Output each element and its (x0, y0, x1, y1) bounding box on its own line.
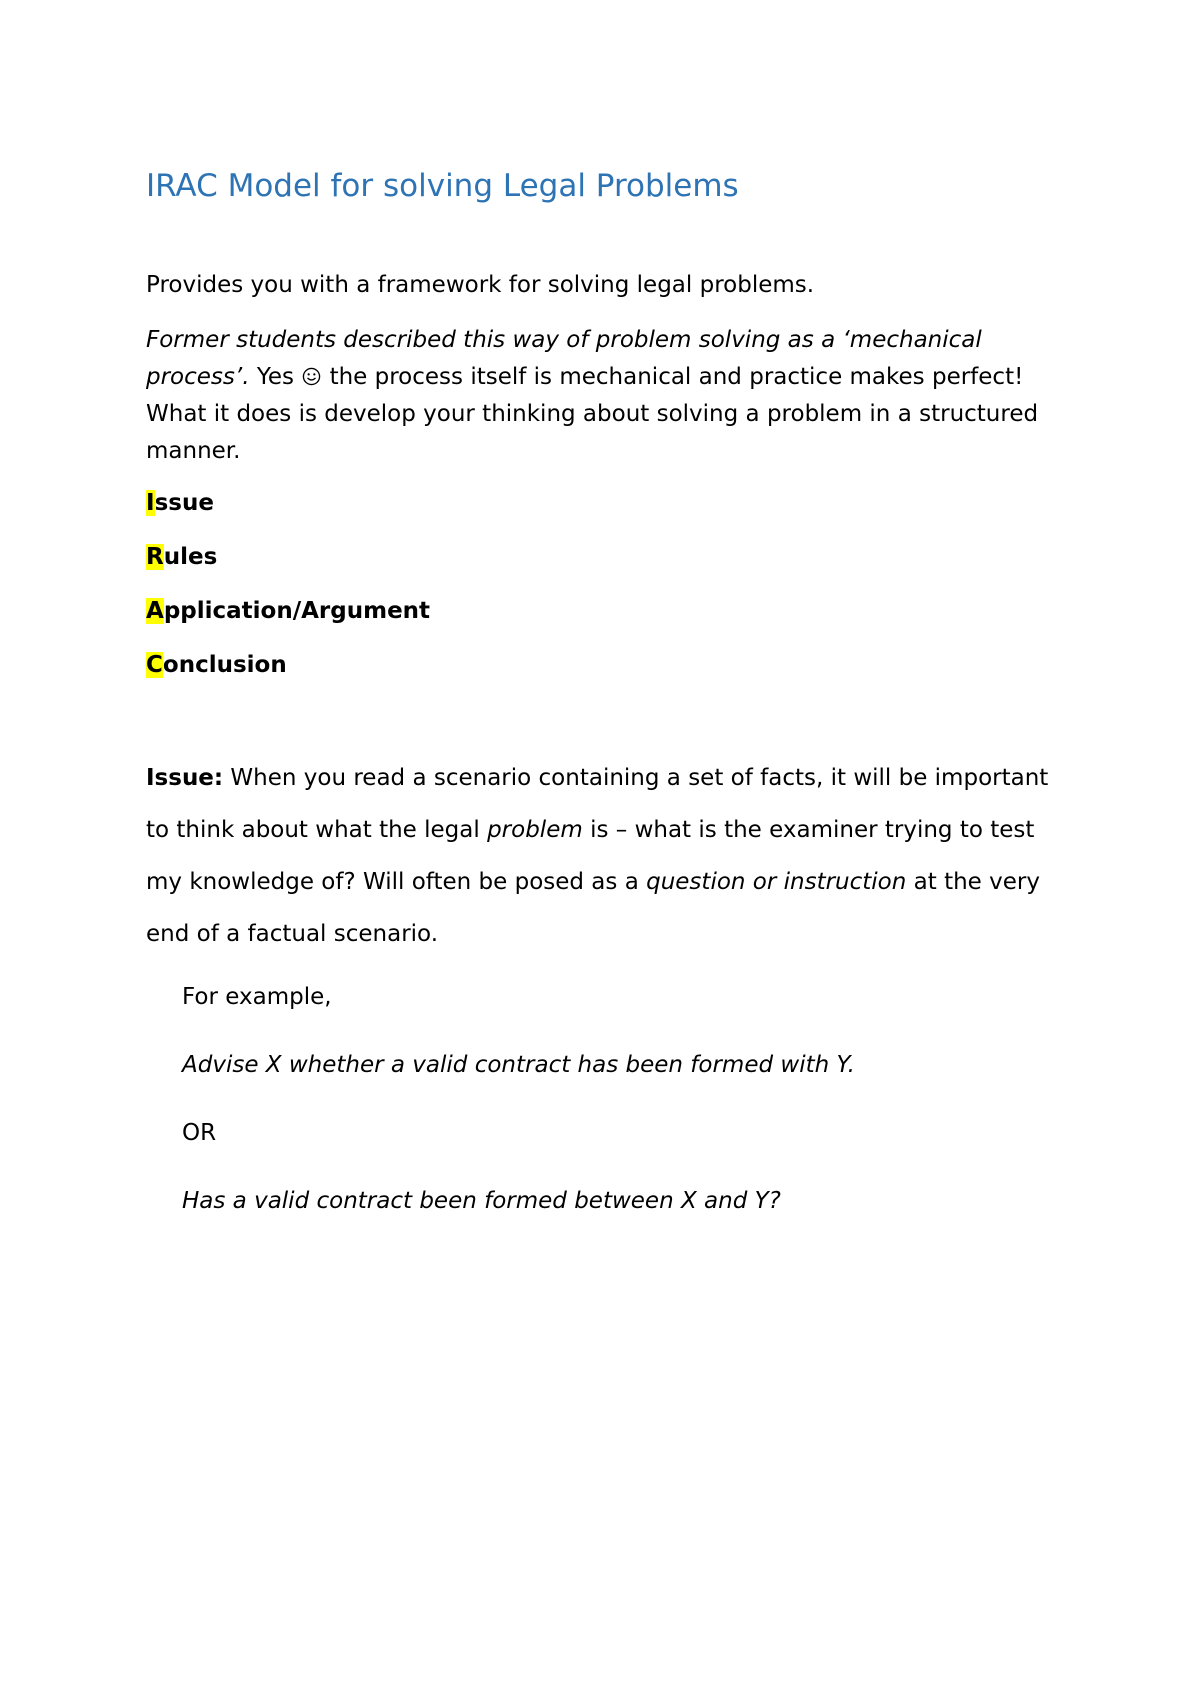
issue-text: is – what is the examiner trying to test (582, 817, 1035, 843)
highlighted-letter: C (146, 652, 163, 678)
issue-italic-text: question or instruction (646, 869, 907, 895)
issue-line-1 (146, 752, 1048, 804)
intro-paragraph (146, 322, 1038, 470)
highlighted-letter: I (146, 490, 155, 516)
intro-line-2 (146, 359, 1038, 396)
issue-text: to think about what the legal (146, 817, 488, 843)
lead-paragraph: Provides you with a framework for solving legal problems. (146, 272, 815, 298)
irac-word: ules (163, 544, 218, 570)
issue-italic-text: problem (487, 817, 583, 843)
issue-text: at the very (906, 869, 1040, 895)
page-title: IRAC Model for solving Legal Problems (146, 168, 739, 204)
intro-line-1: Former students described this way of problem solving as a ‘mechanical (146, 327, 982, 353)
example-intro: For example, (182, 984, 332, 1010)
irac-item-rules (146, 542, 217, 572)
intro-text: Yes (249, 364, 302, 390)
irac-word: onclusion (162, 652, 287, 678)
irac-item-issue (146, 488, 214, 518)
highlighted-letter: A (146, 598, 164, 624)
intro-line-4: manner. (146, 438, 241, 464)
issue-line-2 (146, 804, 1048, 856)
issue-text: my knowledge of? Will often be posed as a (146, 869, 647, 895)
irac-item-application (146, 596, 430, 626)
intro-italic-text: process’. (146, 364, 250, 390)
issue-line-3 (146, 856, 1048, 908)
example-question-2: Has a valid contract been formed between X and Y? (182, 1188, 781, 1214)
irac-word: ssue (154, 490, 214, 516)
issue-text: When you read a scenario containing a set of facts, it will be important (223, 765, 1049, 791)
issue-paragraph (146, 752, 1048, 960)
irac-word: pplication/Argument (163, 598, 431, 624)
intro-text-2: the process itself is mechanical and practice makes perfect! (322, 364, 1024, 390)
highlighted-letter: R (146, 544, 164, 570)
smiley-face-icon (302, 367, 321, 386)
example-question-1: Advise X whether a valid contract has been formed with Y. (182, 1052, 855, 1078)
issue-line-4: end of a factual scenario. (146, 921, 439, 947)
issue-label: Issue: (146, 765, 224, 791)
example-or: OR (182, 1120, 217, 1146)
intro-line-3: What it does is develop your thinking about solving a problem in a structured (146, 401, 1039, 427)
irac-item-conclusion (146, 650, 287, 680)
